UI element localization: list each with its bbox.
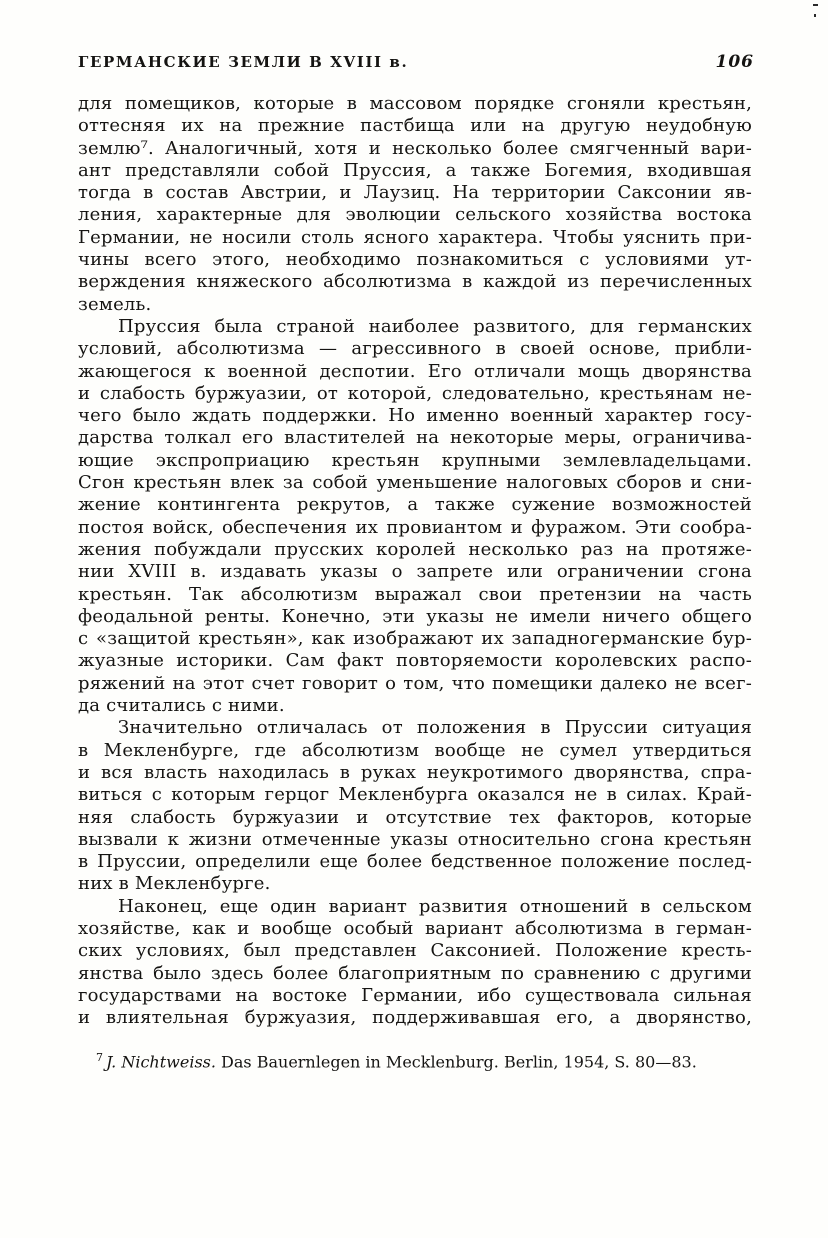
text-line: да считались с ними. [78, 695, 285, 717]
text-line: Сгон крестьян влек за собой уменьшение налоговых сборов и сни- [78, 472, 752, 494]
footnote [78, 1048, 752, 1072]
text-line: ант представляли собой Пруссия, а также Богемия, входившая [78, 159, 752, 181]
text-line: верждения княжеского абсолютизма в каждой из перечисленных [78, 271, 752, 293]
text-line: ления, характерные для эволюции сельского хозяйства востока [78, 204, 752, 226]
paragraph [78, 896, 752, 1030]
text-line: оттесняя их на прежние пастбища или на другую неудобную [78, 115, 752, 137]
text-line: ющие экспроприацию крестьян крупными землевладельцами. [78, 449, 752, 471]
text-line: и вся власть находилась в руках неукротимого дворянства, спра- [78, 761, 752, 783]
paragraph [78, 316, 752, 717]
text-line: в Мекленбурге, где абсолютизм вообще не сумел утвердиться [78, 739, 752, 761]
text-line: няя слабость буржуазии и отсутствие тех факторов, которые [78, 806, 752, 828]
text-line: дарства толкал его властителей на некоторые меры, ограничива- [78, 427, 752, 449]
text-line: жуазные историки. Сам факт повторяемости королевских распо- [78, 650, 752, 672]
footnote-author: J. Nichtweiss. [106, 1052, 216, 1072]
body-text [78, 93, 752, 1029]
text-line: жающегося к военной деспотии. Его отличали мощь дворянства [78, 360, 752, 382]
paragraph [78, 717, 752, 895]
text-line: чего было ждать поддержки. Но именно военный характер госу- [78, 405, 752, 427]
text-line: Наконец, еще один вариант развития отношений в сельском [118, 895, 752, 917]
footnote-text: Das Bauernlegen in Mecklenburg. Berlin, 1954, S. 80—83. [221, 1052, 697, 1072]
text-line: виться с которым герцог Мекленбурга оказался не в силах. Край- [78, 784, 752, 806]
text-line: в Пруссии, определили еще более бедственное положение послед- [78, 851, 752, 873]
text-line: янства было здесь более благоприятным по сравнению с другими [78, 962, 752, 984]
text-line: для помещиков, которые в массовом порядке сгоняли крестьян, [78, 93, 752, 114]
text-line: Германии, не носили столь ясного характера. Чтобы уяснить при- [78, 226, 752, 248]
scan-artifact [812, 4, 818, 38]
text-line: них в Мекленбурге. [78, 873, 271, 895]
footnote-marker: 7 [96, 1051, 103, 1064]
text-line: чины всего этого, необходимо познакомиться с условиями ут- [78, 249, 752, 271]
text-line: тогда в состав Австрии, и Лаузиц. На территории Саксонии яв- [78, 182, 752, 204]
text-line: и влиятельная буржуазия, поддерживавшая его, а дворянство, [78, 1007, 752, 1029]
text-line: жения побуждали прусских королей несколько раз на протяже- [78, 538, 752, 560]
text-line: земель. [78, 293, 152, 315]
text-line: государствами на востоке Германии, ибо существовала сильная [78, 984, 752, 1006]
page-number: 106 [715, 52, 754, 72]
text-line: хозяйстве, как и вообще особый вариант абсолютизма в герман- [78, 917, 752, 939]
running-title: ГЕРМАНСКИЕ ЗЕМЛИ В XVIII в. [78, 53, 409, 71]
running-header [78, 52, 754, 72]
paragraph [78, 93, 752, 316]
text-line: вызвали к жизни отмеченные указы относительно сгона крестьян [78, 828, 752, 850]
text-line: Пруссия была страной наиболее развитого, для германских [118, 315, 752, 337]
text-line: и слабость буржуазии, от которой, следовательно, крестьянам не- [78, 382, 752, 404]
text-line: жение контингента рекрутов, а также сужение возможностей [78, 494, 752, 516]
text-line: крестьян. Так абсолютизм выражал свои претензии на часть [78, 583, 752, 605]
text-line: с «защитой крестьян», как изображают их западногерманские бур- [78, 628, 752, 650]
text-line: условий, абсолютизма — агрессивного в своей основе, прибли- [78, 338, 752, 360]
text-line: феодальной ренты. Конечно, эти указы не имели ничего общего [78, 605, 752, 627]
text-line: землю⁷. Аналогичный, хотя и несколько более смягченный вари- [78, 137, 752, 159]
text-line: ряжений на этот счет говорит о том, что помещики далеко не всег- [78, 672, 752, 694]
text-line: Значительно отличалась от положения в Пруссии ситуация [118, 717, 752, 739]
text-line: нии XVIII в. издавать указы о запрете или ограничении сгона [78, 561, 752, 583]
text-line: ских условиях, был представлен Саксонией. Положение кресть- [78, 940, 752, 962]
text-line: постоя войск, обеспечения их провиантом и фуражом. Эти сообра- [78, 516, 752, 538]
